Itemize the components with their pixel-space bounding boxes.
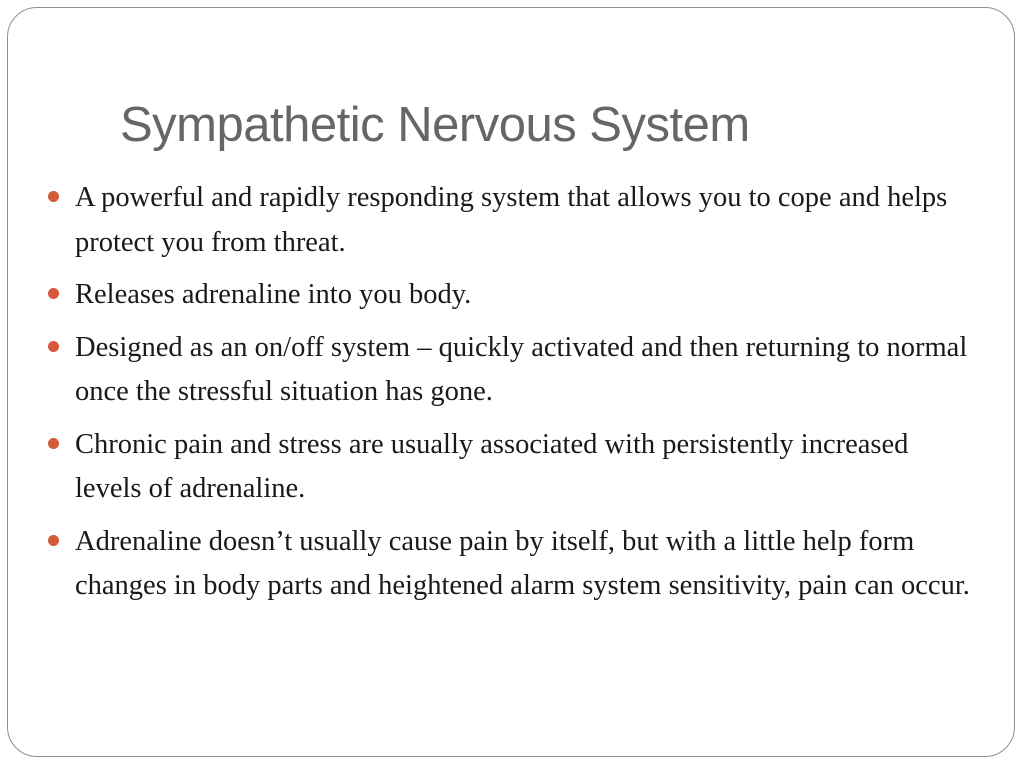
bullet-list (48, 176, 978, 617)
bullet-text: Chronic pain and stress are usually associated with persistently increased levels of adrenaline. (75, 428, 909, 504)
bullet-text: Adrenaline doesn’t usually cause pain by itself, but with a little help form changes in body parts and heightened alarm system sensitivity, pain can occur. (75, 525, 970, 601)
slide-title: Sympathetic Nervous System (120, 98, 750, 152)
bullet-item (48, 520, 978, 609)
bullet-marker-icon (48, 341, 59, 352)
bullet-item (48, 273, 978, 318)
bullet-text: A powerful and rapidly responding system that allows you to cope and helps protect you from threat. (75, 182, 948, 258)
bullet-item (48, 326, 978, 415)
bullet-marker-icon (48, 288, 59, 299)
bullet-marker-icon (48, 438, 59, 449)
bullet-item (48, 176, 978, 265)
bullet-text: Designed as an on/off system – quickly activated and then returning to normal once the stressful situation has gone. (75, 331, 968, 407)
slide-frame (7, 7, 1015, 757)
bullet-text: Releases adrenaline into you body. (75, 279, 472, 310)
bullet-item (48, 423, 978, 512)
bullet-marker-icon (48, 535, 59, 546)
bullet-marker-icon (48, 191, 59, 202)
